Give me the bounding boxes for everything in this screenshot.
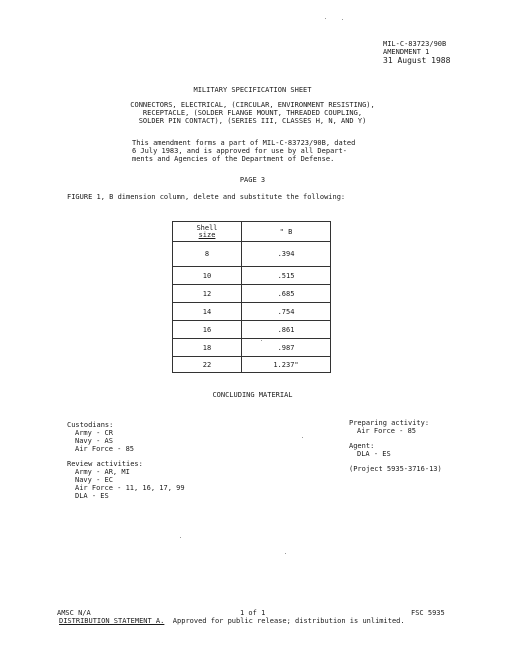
- sheet-title: MILITARY SPECIFICATION SHEET: [193, 86, 312, 94]
- agent-heading: Agent:: [349, 442, 375, 450]
- table-row: [173, 357, 331, 373]
- table-row: [173, 321, 331, 339]
- preparing-value: Air Force - 85: [357, 427, 417, 435]
- agent-value: DLA - ES: [357, 450, 391, 458]
- intro-line-1: This amendment forms a part of MIL-C-83723/90B, dated: [132, 139, 356, 147]
- scan-speck: [285, 553, 286, 554]
- page-count: 1 of 1: [240, 609, 266, 617]
- scan-speck: [302, 437, 303, 438]
- amsc-code: AMSC N/A: [57, 609, 91, 617]
- distribution-text: Approved for public release; distribution is unlimited.: [172, 617, 405, 625]
- b-dimension-cell: 1.237": [242, 357, 331, 373]
- custodian-army: Army - CR: [75, 429, 113, 437]
- b-dimension-cell: .861: [242, 321, 331, 339]
- distribution-label: DISTRIBUTION STATEMENT A.: [59, 617, 165, 625]
- preparing-heading: Preparing activity:: [349, 419, 430, 427]
- intro-line-2: 6 July 1983, and is approved for use by all Depart-: [132, 147, 347, 155]
- amendment-date: 31 August 1988: [383, 56, 451, 65]
- review-air-force: Air Force - 11, 16, 17, 99: [75, 484, 185, 492]
- table-row: [173, 242, 331, 267]
- title-line-1: CONNECTORS, ELECTRICAL, (CIRCULAR, ENVIRONMENT RESISTING),: [130, 101, 375, 109]
- shell-size-cell: 18: [173, 339, 242, 357]
- table-row: [173, 267, 331, 285]
- review-army: Army - AR, MI: [75, 468, 130, 476]
- intro-line-3: ments and Agencies of the Department of Defense.: [132, 155, 335, 163]
- custodian-navy: Navy - AS: [75, 437, 113, 445]
- review-dla: DLA - ES: [75, 492, 109, 500]
- b-dimension-header: " B: [242, 222, 331, 242]
- custodians-heading: Custodians:: [67, 421, 114, 429]
- table-row: [173, 339, 331, 357]
- b-dimension-cell: .987: [242, 339, 331, 357]
- shell-header: Shell: [196, 223, 218, 232]
- table-header-row: [173, 222, 331, 242]
- scan-speck: [342, 19, 343, 20]
- shell-size-cell: 8: [173, 242, 242, 267]
- size-header: size: [198, 230, 216, 239]
- shell-size-cell: 14: [173, 303, 242, 321]
- concluding-heading: CONCLUDING MATERIAL: [212, 391, 293, 399]
- table-row: [173, 303, 331, 321]
- project-number: (Project 5935-3716-13): [349, 465, 442, 473]
- amendment-number: AMENDMENT 1: [383, 48, 430, 56]
- shell-size-header: [173, 222, 242, 242]
- fsc-code: FSC 5935: [411, 609, 445, 617]
- shell-size-cell: 12: [173, 285, 242, 303]
- dimension-table: [172, 221, 331, 373]
- figure-instruction: FIGURE 1, B dimension column, delete and substitute the following:: [67, 193, 346, 201]
- review-navy: Navy - EC: [75, 476, 113, 484]
- scan-speck: [180, 537, 181, 538]
- title-line-2: RECEPTACLE, (SOLDER FLANGE MOUNT, THREADED COUPLING,: [142, 109, 363, 117]
- scan-speck: [325, 18, 326, 19]
- b-dimension-cell: .685: [242, 285, 331, 303]
- scan-speck: [261, 340, 262, 341]
- b-dimension-cell: .754: [242, 303, 331, 321]
- shell-size-cell: 16: [173, 321, 242, 339]
- b-dimension-cell: .394: [242, 242, 331, 267]
- title-line-3: SOLDER PIN CONTACT), (SERIES III, CLASSES H, N, AND Y): [138, 117, 367, 125]
- custodian-air-force: Air Force - 85: [75, 445, 135, 453]
- distribution-statement: [59, 617, 405, 625]
- document-number: MIL-C-83723/90B: [383, 40, 447, 48]
- shell-size-cell: 10: [173, 267, 242, 285]
- shell-size-cell: 22: [173, 357, 242, 373]
- b-dimension-cell: .515: [242, 267, 331, 285]
- table-row: [173, 285, 331, 303]
- review-heading: Review activities:: [67, 460, 143, 468]
- page-label: PAGE 3: [239, 176, 266, 184]
